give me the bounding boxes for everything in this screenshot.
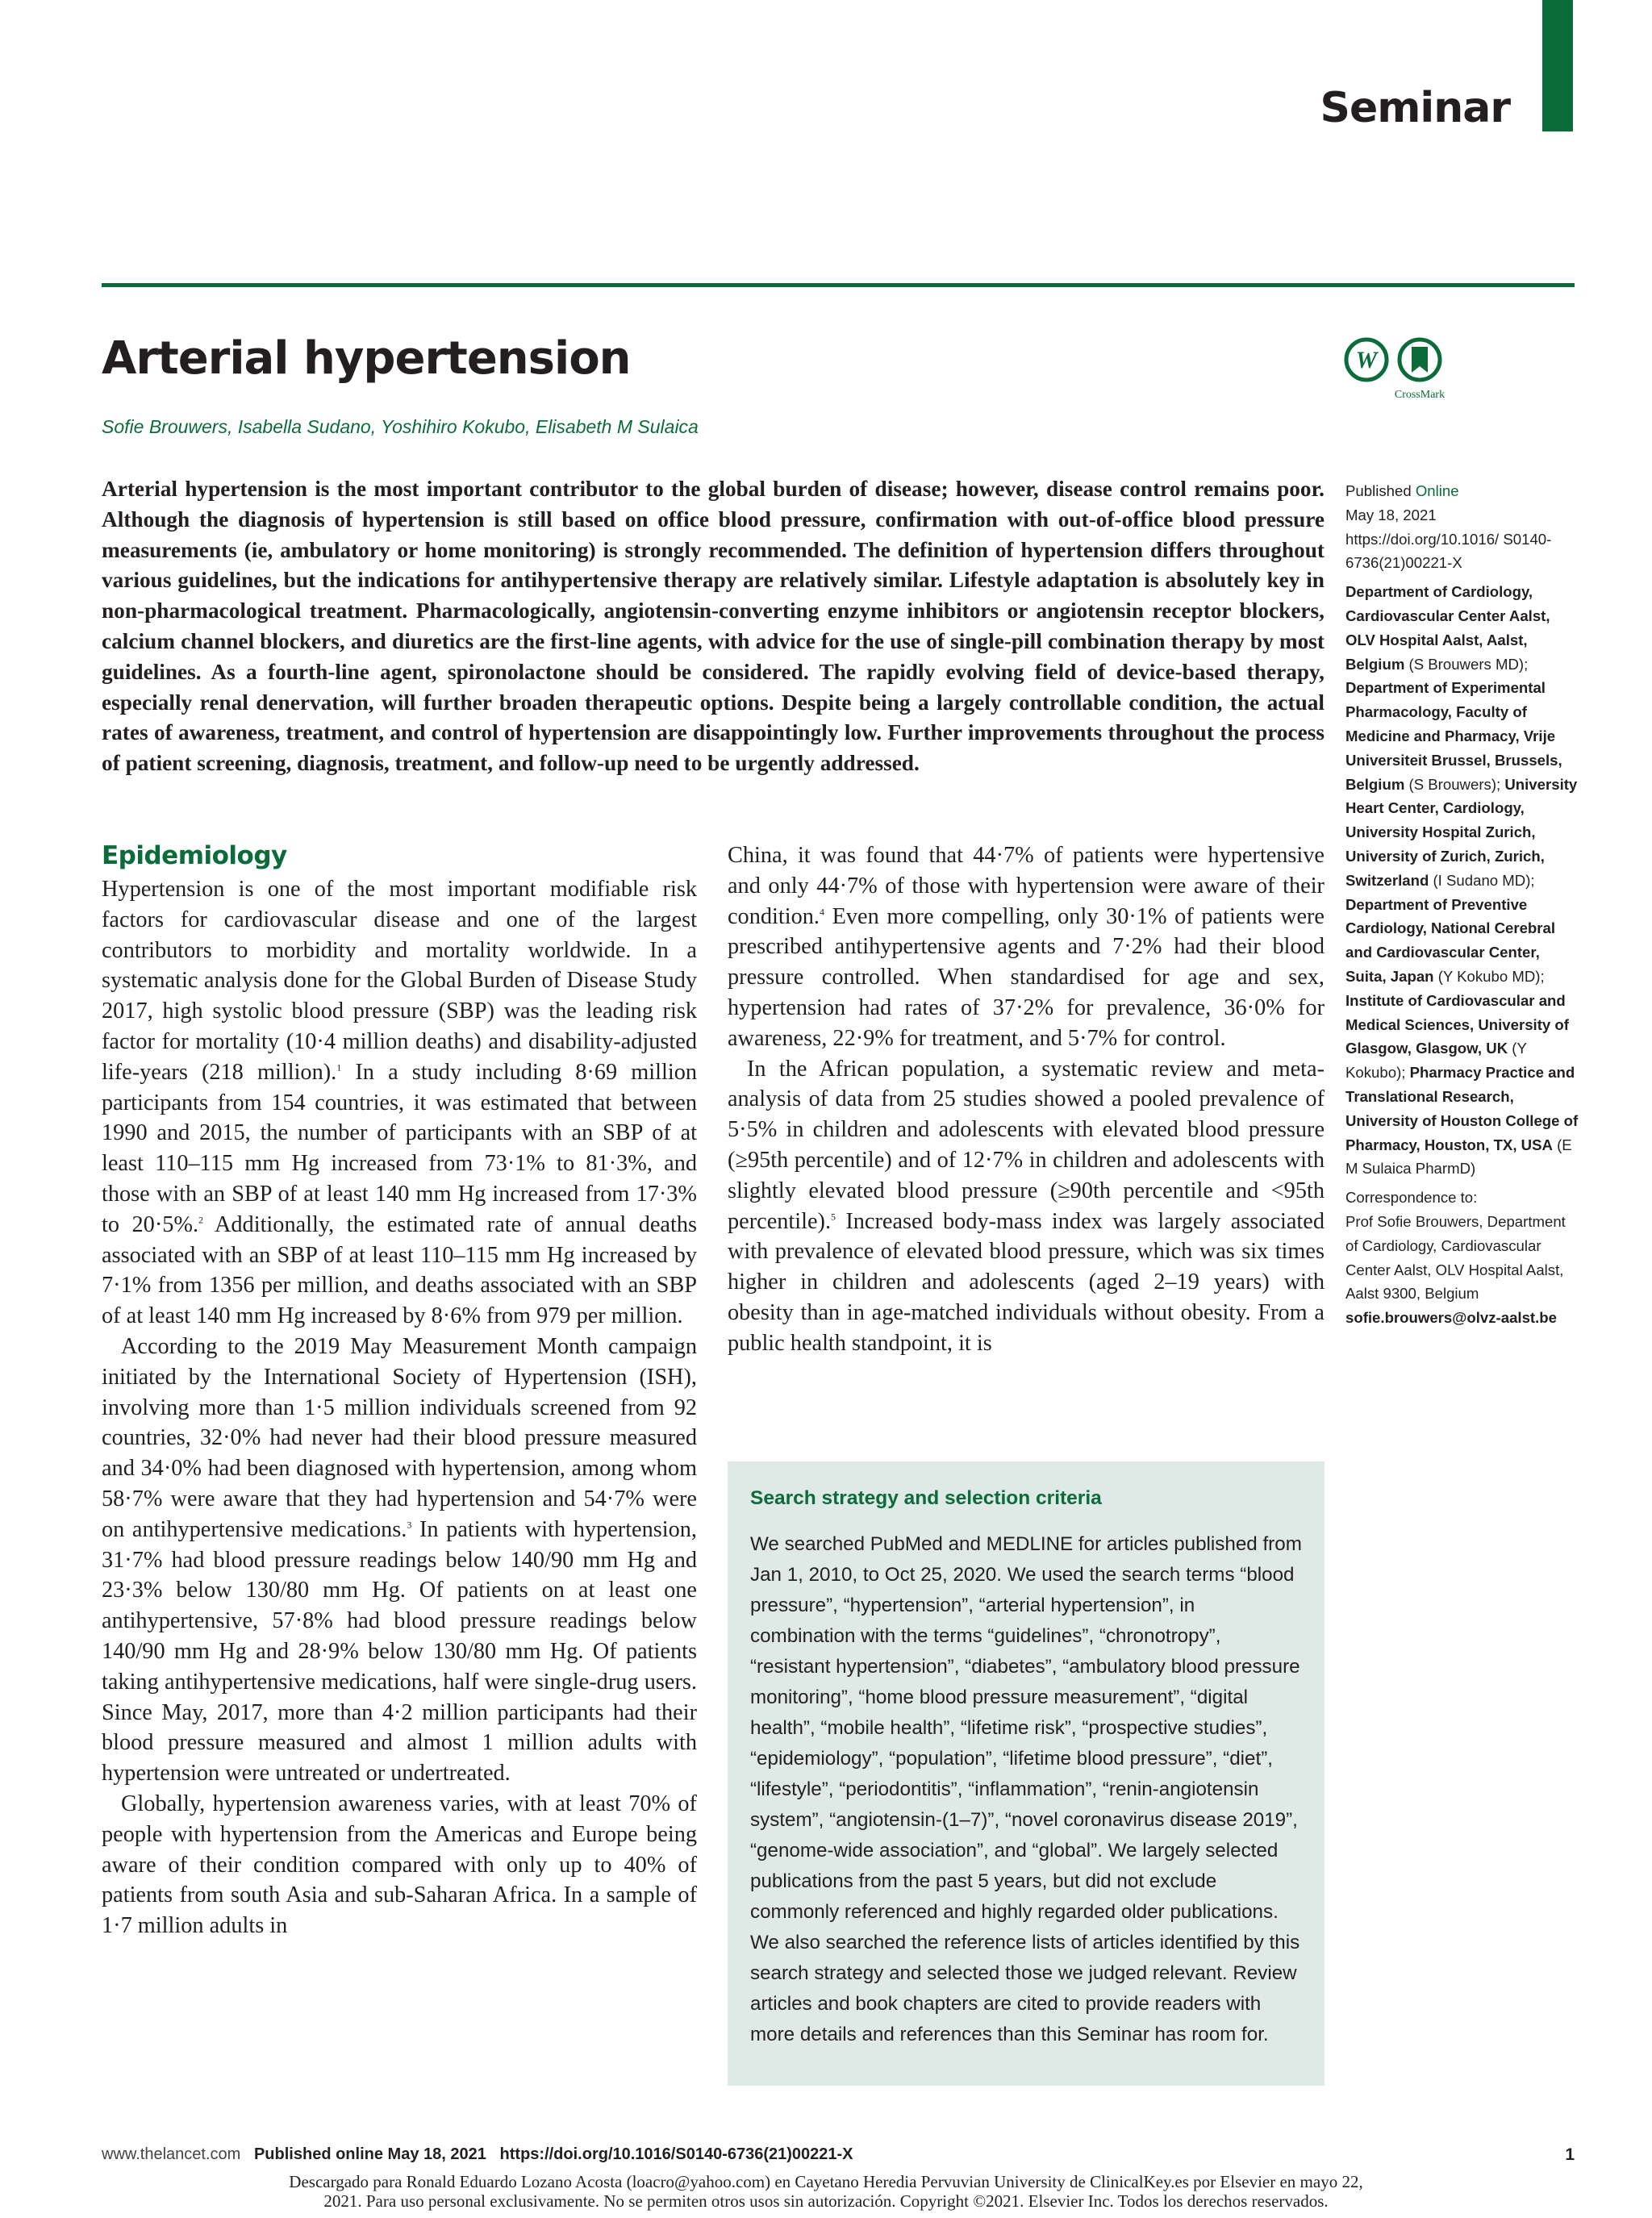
affiliation-author: (I Sudano MD); <box>1429 871 1535 889</box>
affiliation: Institute of Cardiovascular and Medical Sciences, University of Glasgow, Glasgow, UK <box>1345 991 1569 1057</box>
doi-link[interactable]: https://doi.org/10.1016/ S0140-6736(21)00221-X <box>1345 530 1552 572</box>
article-badges <box>1344 337 1457 403</box>
correspondence <box>1345 1186 1579 1330</box>
reference-superscript[interactable]: 1 <box>336 1061 342 1074</box>
affiliation: Department of Experimental Pharmacology, Faculty of Medicine and Pharmacy, Vrije Universiteit Brussel, Brussels, Belgium <box>1345 679 1562 793</box>
body-text: Additionally, the estimated rate of annual deaths associated with an SBP of at least 110–115 mm Hg increased by 7·1% from 1356 per million, and deaths associated with an SBP of at least 140 mm Hg increased by 8·6% from 979 per million. <box>102 1211 697 1329</box>
body-text: Hypertension is one of the most important modifiable risk factors for cardiovascular disease and one of the largest contributors to morbidity and mortality worldwide. In a systematic analysis done for the Global Burden of Disease Study 2017, high systolic blood pressure (SBP) was the leading risk factor for mortality (10·4 million deaths) and disability-adjusted life-years (218 million). <box>102 877 697 1085</box>
panel-text: We searched PubMed and MEDLINE for articles published from Jan 1, 2010, to Oct 25, 2020. We used the search terms “blood pressure”, “hypertension”, “arterial hypertension”, in combination with the terms “guidelines”, “chronotropy”, “resistant hypertension”, “diabetes”, “ambulatory blood pressure monitoring”, “home blood pressure measurement”, “digital health”, “mobile health”, “lifetime risk”, “prospective studies”, “epidemiology”, “population”, “lifetime blood pressure”, “diet”, “lifestyle”, “periodontitis”, “inflammation”, “renin-angiotensin system”, “angiotensin-(1–7)”, “novel coronavirus disease 2019”, “genome-wide association”, and “global”. We largely selected publications from the past 5 years, but did not exclude commonly referenced and highly regarded older publications. We also searched the reference lists of articles identified by this search strategy and selected those we judged relevant. Review articles and book chapters are cited to provide readers with more details and references than this Seminar has room for. <box>750 1533 1302 2045</box>
body-text: Increased body-mass index was largely associated with prevalence of elevated blood pressure, which was six times higher in children and adolescents (aged 2–19 years) with obesity than in age-matched individuals without obesity. From a public health standpoint, it is <box>728 1208 1325 1356</box>
body-paragraph <box>728 1054 1325 1359</box>
affiliation: Department of Preventive Cardiology, National Cerebral and Cardiovascular Center, Suita, Japan <box>1345 895 1556 985</box>
affiliations <box>1345 580 1579 1181</box>
affiliation-author: (S Brouwers MD); <box>1404 655 1529 673</box>
download-notice <box>0 2172 1652 2211</box>
author-list: Sofie Brouwers, Isabella Sudano, Yoshihiro Kokubo, Elisabeth M Sulaica <box>102 416 699 437</box>
published-date: May 18, 2021 <box>1345 506 1437 523</box>
affiliation: Department of Cardiology, Cardiovascular Center Aalst, OLV Hospital Aalst, Aalst, Belgium <box>1345 583 1550 673</box>
open-access-letter: W <box>1355 347 1378 373</box>
footer-published: Published online May 18, 2021 <box>253 2145 486 2163</box>
search-strategy-panel <box>728 1461 1325 2086</box>
affiliation-author: (Y Kokubo); <box>1345 1040 1527 1082</box>
section-color-tab <box>1542 0 1573 131</box>
reference-superscript[interactable]: 4 <box>819 906 824 918</box>
article-title: Arterial hypertension <box>102 332 631 385</box>
sidebar-notes <box>1345 479 1579 1335</box>
affiliation: Pharmacy Practice and Translational Research, University of Houston College of Pharmacy, Houston, TX, USA <box>1345 1064 1579 1153</box>
body-text: In a study including 8·69 million participants from 154 countries, it was estimated that between 1990 and 2015, the number of participants with an SBP of at least 110–115 mm Hg increased from 73·1% to 81·3%, and those with an SBP of at least 140 mm Hg increased from 17·3% to 20·5%. <box>102 1059 698 1237</box>
body-text: In patients with hypertension, 31·7% had blood pressure readings below 140/90 mm Hg and 23·3% below 130/80 mm Hg. Of patients on at least one antihypertensive, 57·8% had blood pressure readings below 140/90 mm Hg and 28·9% below 130/80 mm Hg. Of patients taking antihypertensive medications, half were single-drug users. Since May, 2017, more than 4·2 million participants had their blood pressure measured and almost 1 million adults with hypertension were untreated or undertreated. <box>102 1516 698 1786</box>
reference-superscript[interactable]: 5 <box>831 1211 836 1223</box>
journal-site-link[interactable]: www.thelancet.com <box>102 2145 241 2163</box>
page-number: 1 <box>1565 2145 1575 2164</box>
open-access-icon[interactable] <box>1346 340 1387 380</box>
download-notice-line: 2021. Para uso personal exclusivamente. No se permiten otros usos sin autorización. Copyright ©2021. Elsevier Inc. Todos los derechos reservados. <box>323 2191 1329 2211</box>
panel-title: Search strategy and selection criteria <box>750 1487 1102 1509</box>
affiliation-author: (S Brouwers); <box>1404 775 1501 793</box>
body-column-left <box>102 840 697 1941</box>
body-paragraph <box>728 840 1325 1054</box>
body-paragraph: Globally, hypertension awareness varies, with at least 70% of people with hypertension from the Americas and Europe being aware of their condition compared with only up to 40% of patients from south Asia and sub-Saharan Africa. In a sample of 1·7 million adults in <box>102 1791 697 1939</box>
affiliation-author: (E M Sulaica PharmD) <box>1345 1136 1572 1178</box>
affiliation-author: (Y Kokubo MD); <box>1433 967 1545 985</box>
published-label: Published <box>1345 482 1416 499</box>
reference-superscript[interactable]: 2 <box>198 1214 204 1226</box>
crossmark-icon[interactable] <box>1395 340 1445 401</box>
correspondence-address: Prof Sofie Brouwers, Department of Cardiology, Cardiovascular Center Aalst, OLV Hospital Aalst, Aalst 9300, Belgium <box>1345 1212 1566 1303</box>
affiliation: University Heart Center, Cardiology, University Hospital Zurich, University of Zurich, Zurich, Switzerland <box>1345 775 1578 889</box>
reference-superscript[interactable]: 3 <box>407 1519 412 1531</box>
section-label: Seminar <box>1320 84 1510 132</box>
body-text: According to the 2019 May Measurement Month campaign initiated by the International Society of Hypertension (ISH), involving more than 1·5 million individuals screened from 92 countries, 32·0% had never had their blood pressure measured and 34·0% had been diagnosed with hypertension, among whom 58·7% were aware that they had hypertension and 54·7% were on antihypertensive medications. <box>102 1333 697 1542</box>
body-text: Even more compelling, only 30·1% of patients were prescribed antihypertensive agents and 7·2% had their blood pressure controlled. When standardised for age and sex, hypertension had rates of 37·2% for prevalence, 36·0% for awareness, 22·9% for treatment, and 5·7% for control. <box>728 903 1325 1051</box>
correspondence-label: Correspondence to: <box>1345 1189 1478 1207</box>
publication-info <box>1345 479 1579 575</box>
published-online-link[interactable]: Online <box>1415 482 1459 499</box>
body-paragraph <box>102 1332 697 1789</box>
abstract: Arterial hypertension is the most important contributor to the global burden of disease; however, disease control remains poor. Although the diagnosis of hypertension is still based on office blood pressure, confirmation with out-of-office blood pressure measurements (ie, ambulatory or home monitoring) is strongly recommended. The definition of hypertension differs throughout various guidelines, but the indications for antihypertensive therapy are relatively similar. Lifestyle adaptation is absolutely key in non-pharmacological treatment. Pharmacologically, angiotensin-converting enzyme inhibitors or angiotensin receptor blockers, calcium channel blockers, and diuretics are the first-line agents, with advice for the use of single-pill combination therapy by most guidelines. As a fourth-line agent, spironolactone should be considered. The rapidly evolving field of device-based therapy, especially renal denervation, will further broaden therapeutic options. Despite being a largely controllable condition, the actual rates of awareness, treatment, and control of hypertension are disappointingly low. Further improvements throughout the process of patient screening, diagnosis, treatment, and follow-up need to be urgently addressed. <box>102 477 1325 776</box>
download-notice-line: Descargado para Ronald Eduardo Lozano Acosta (loacro@yahoo.com) en Cayetano Heredia Pervuvian University de ClinicalKey.es por Elsevier en mayo 22, <box>289 2172 1363 2191</box>
correspondence-email[interactable]: sofie.brouwers@olvz-aalst.be <box>1345 1309 1557 1327</box>
body-text: China, it was found that 44·7% of patients were hypertensive and only 44·7% of those with hypertension were aware of their condition. <box>728 843 1325 929</box>
crossmark-label: CrossMark <box>1394 389 1446 401</box>
body-paragraph <box>102 874 697 1332</box>
body-column-middle <box>728 840 1325 1359</box>
page-footer <box>102 2145 1575 2164</box>
header-rule <box>102 283 1575 287</box>
footer-doi-link[interactable]: https://doi.org/10.1016/S0140-6736(21)00221-X <box>499 2145 853 2163</box>
section-heading-epidemiology: Epidemiology <box>102 841 287 870</box>
body-text: In the African population, a systematic review and meta-analysis of data from 25 studies showed a pooled prevalence of 5·5% in children and adolescents with elevated blood pressure (≥95th percentile) and of 12·7% in children and adolescents with slightly elevated blood pressure (≥90th percentile and <95th percentile). <box>728 1056 1325 1234</box>
